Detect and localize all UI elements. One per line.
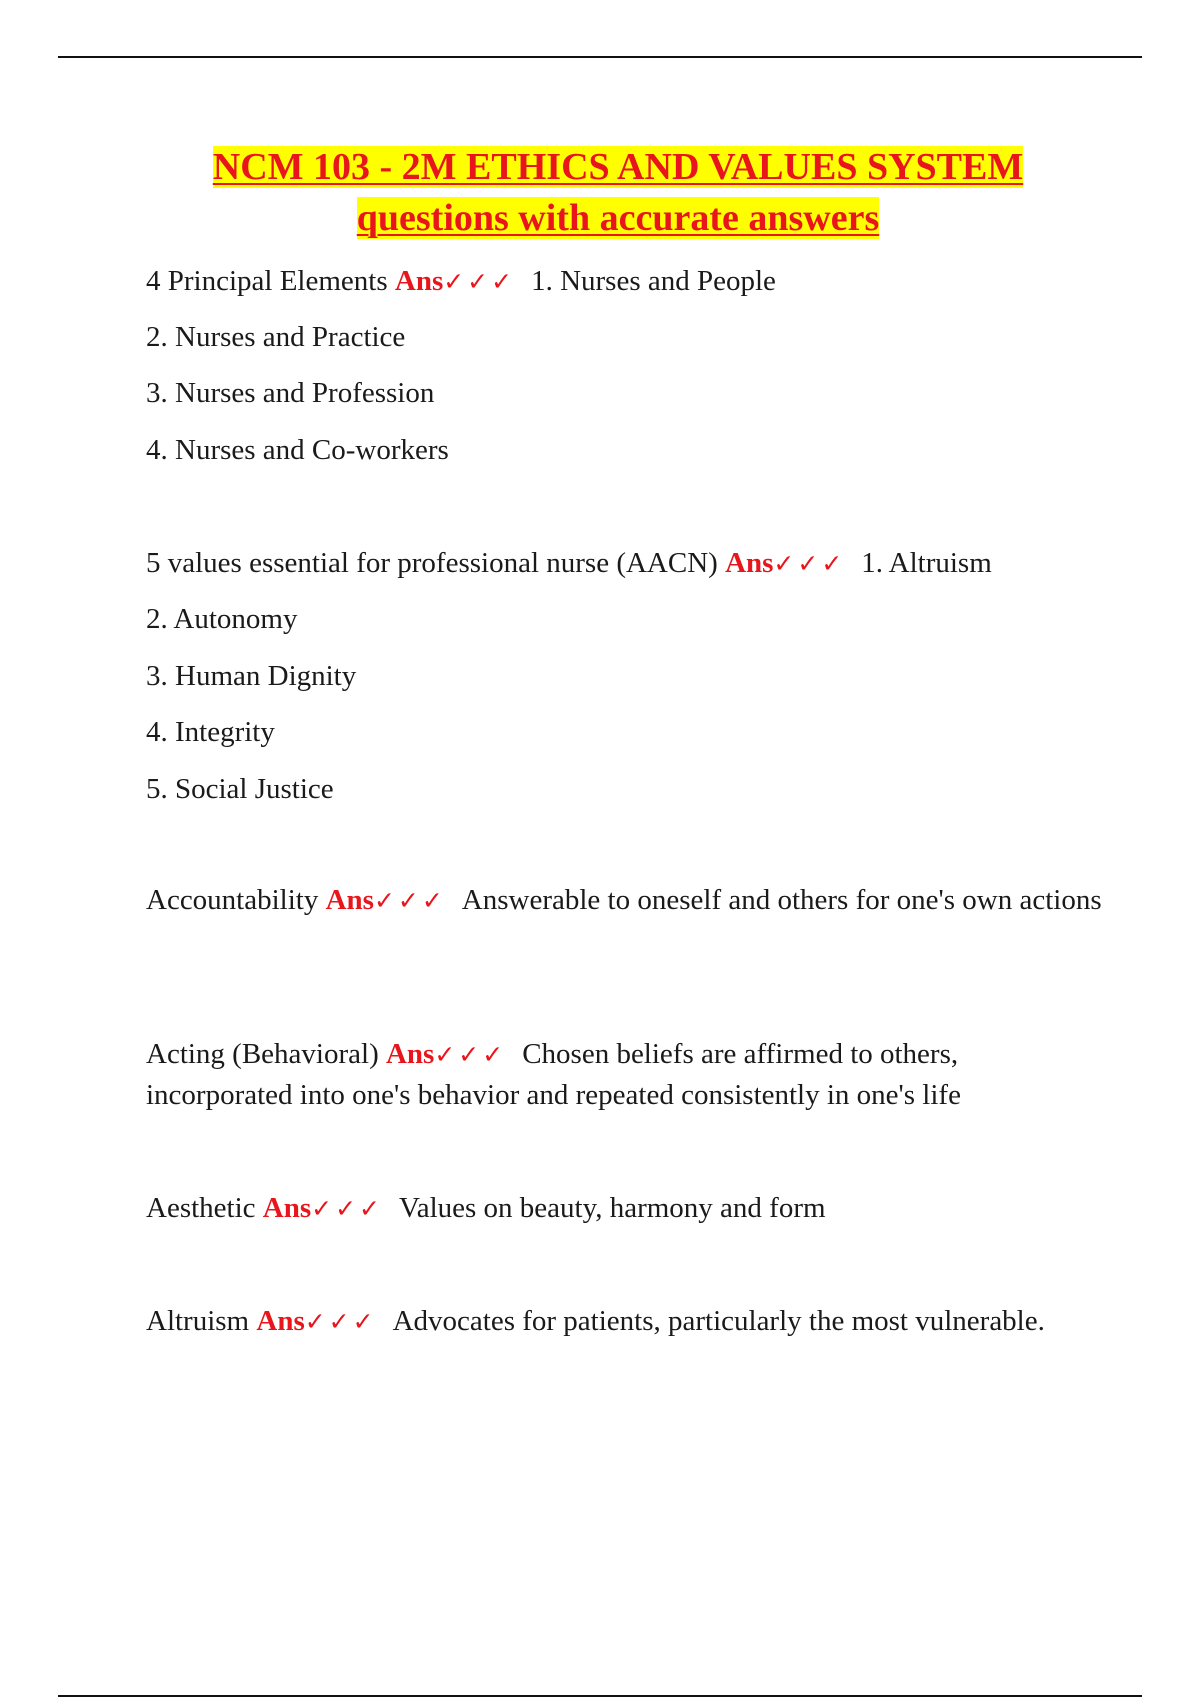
question-term: 5 values essential for professional nurse (AACN): [146, 547, 718, 579]
list-item: 2. Nurses and Practice: [146, 321, 406, 353]
ans-label: Ans: [325, 884, 374, 916]
list-item: 3. Nurses and Profession: [146, 377, 435, 409]
list-item: 4. Integrity: [146, 716, 275, 748]
list-item: 3. Human Dignity: [146, 660, 357, 692]
qa-item-principal-elements: [146, 261, 776, 302]
ans-label: Ans: [725, 547, 774, 579]
list-item: 2. Autonomy: [146, 603, 298, 635]
question-term: Aesthetic: [146, 1192, 256, 1224]
qa-item-professional-values: [146, 543, 992, 584]
answer-text: Advocates for patients, particularly the most vulnerable.: [392, 1305, 1045, 1337]
document-title: [0, 142, 1200, 244]
answer-text: 1. Nurses and People: [531, 265, 776, 297]
ans-label: Ans: [262, 1192, 312, 1224]
qa-item-altruism: [146, 1301, 1106, 1342]
qa-item-acting: [146, 1034, 1106, 1115]
question-term: 4 Principal Elements: [146, 265, 388, 297]
checkmark-icon: ✓✓✓: [304, 1307, 377, 1336]
ans-label: Ans: [256, 1305, 305, 1337]
checkmark-icon: ✓✓✓: [443, 267, 516, 296]
answer-text: Answerable to oneself and others for one's own actions: [461, 884, 1102, 916]
footer-rule: [58, 1695, 1142, 1697]
list-item: 5. Social Justice: [146, 773, 334, 805]
qa-item-accountability: [146, 880, 1106, 921]
qa-item-aesthetic: [146, 1188, 826, 1229]
checkmark-icon: ✓✓✓: [373, 886, 446, 915]
ans-label: Ans: [385, 1038, 435, 1070]
checkmark-icon: ✓✓✓: [311, 1194, 383, 1223]
checkmark-icon: ✓✓✓: [773, 549, 846, 578]
checkmark-icon: ✓✓✓: [434, 1040, 507, 1069]
title-line-2: questions with accurate answers: [356, 197, 880, 239]
title-line-1: NCM 103 - 2M ETHICS AND VALUES SYSTEM: [212, 146, 1024, 188]
list-item: 4. Nurses and Co-workers: [146, 434, 449, 466]
answer-text: Chosen beliefs are affirmed to others, incorporated into one's behavior and repeated consistently in one's life: [146, 1038, 961, 1111]
question-term: Accountability: [146, 884, 319, 916]
header-rule: [58, 56, 1142, 58]
answer-text: Values on beauty, harmony and form: [398, 1192, 826, 1224]
question-term: Acting (Behavioral): [146, 1038, 379, 1070]
answer-text: 1. Altruism: [861, 547, 992, 579]
ans-label: Ans: [394, 265, 444, 297]
question-term: Altruism: [146, 1305, 250, 1337]
